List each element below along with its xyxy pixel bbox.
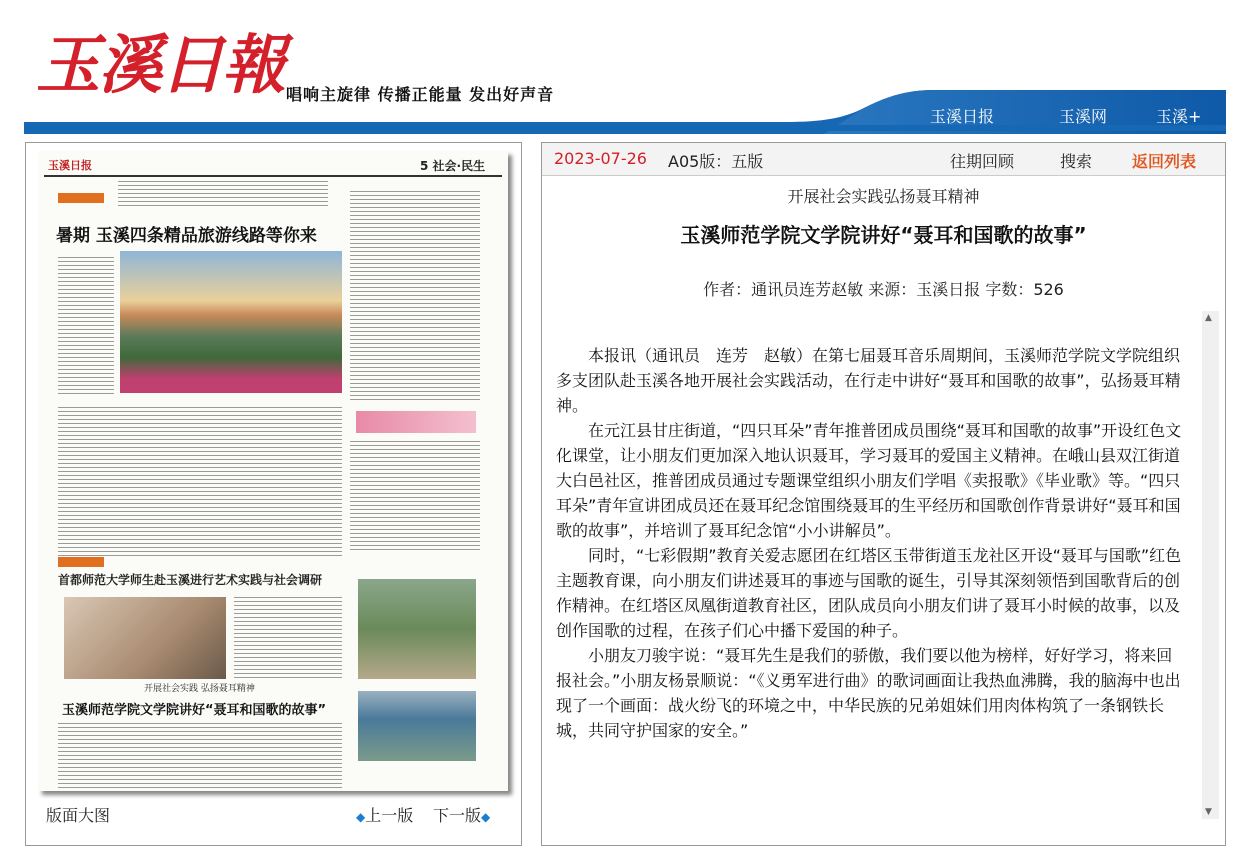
- site-header: [0, 0, 1252, 140]
- paper-photo-ebikes: [358, 691, 476, 761]
- site-slogan: 唱响主旋律 传播正能量 发出好声音: [286, 85, 555, 104]
- site-logo[interactable]: 玉溪日報: [36, 28, 284, 103]
- nav-yuxi-web[interactable]: 玉溪网: [1059, 107, 1108, 126]
- article-scrollbar[interactable]: [1202, 311, 1219, 819]
- paper-photo-scenery: [120, 251, 342, 393]
- paper-headline-2[interactable]: 首都师范大学师生赴玉溪进行艺术实践与社会调研: [58, 573, 323, 587]
- article-subtitle: 开展社会实践弘扬聂耳精神: [787, 187, 980, 206]
- newspaper-page-image[interactable]: [38, 151, 508, 791]
- article-title: 玉溪师范学院文学院讲好“聂耳和国歌的故事”: [680, 223, 1087, 247]
- paper-health-banner: [356, 411, 476, 433]
- issue-date: 2023-07-26: [554, 149, 647, 168]
- paper-text-block: [350, 441, 480, 551]
- paper-text-block: [118, 181, 328, 207]
- paper-text-block: [58, 257, 114, 397]
- paper-masthead: [44, 157, 502, 177]
- scroll-down-icon[interactable]: ▼: [1205, 807, 1212, 817]
- section-tag: [58, 193, 104, 203]
- next-page-button[interactable]: 下一版◆: [433, 806, 491, 825]
- article-paragraph: 小朋友刀骏宇说：“聂耳先生是我们的骄傲，我们要以他为榜样，好好学习，将来回报社会。”小朋友杨景顺说：“《义勇军进行曲》的歌词画面让我热血沸腾，我的脑海中也出现了一个画面：战火纷飞的环境之中，中华民族的兄弟姐妹们用肉体构筑了一条钢铁长城，共同守护国家的安全。”: [556, 646, 1181, 740]
- nav-yuxi-plus[interactable]: 玉溪+: [1156, 107, 1202, 126]
- page-thumbnail-panel: [25, 142, 522, 846]
- nav-yuxi-daily[interactable]: 玉溪日报: [930, 107, 995, 126]
- paper-text-block: [234, 597, 342, 679]
- paper-text-block: [58, 723, 342, 791]
- archive-link[interactable]: 往期回顾: [950, 152, 1015, 171]
- paper-logo: 玉溪日报: [48, 159, 92, 172]
- left-arrow-icon: ◆: [356, 810, 366, 824]
- paper-section: 5 社会·民生: [420, 159, 486, 173]
- paper-photo-street: [358, 579, 476, 679]
- article-toolbar: [542, 143, 1225, 176]
- full-page-link[interactable]: 版面大图: [46, 806, 111, 825]
- back-to-list-link[interactable]: 返回列表: [1132, 152, 1197, 171]
- article-paragraph: 在元江县甘庄街道，“四只耳朵”青年推普团成员围绕“聂耳和国歌的故事”开设红色文化课堂，让小朋友们更加深入地认识聂耳，学习聂耳的爱国主义精神。在峨山县双江街道大白邑社区，推普团成员通过专题课堂组织小朋友们学唱《卖报歌》《毕业歌》等。“四只耳朵”青年宣讲团成员还在聂耳纪念馆围绕聂耳的生平经历和国歌创作背景讲好“聂耳和国歌的故事”，并培训了聂耳纪念馆“小小讲解员”。: [556, 421, 1182, 540]
- article-body: [556, 343, 1184, 783]
- paper-text-block: [58, 407, 342, 557]
- prev-page-button[interactable]: ◆上一版: [356, 806, 414, 825]
- article-panel: [541, 142, 1226, 846]
- paper-headline-3[interactable]: 玉溪师范学院文学院讲好“聂耳和国歌的故事”: [62, 703, 327, 718]
- paper-text-block: [350, 191, 480, 401]
- section-tag: [58, 557, 104, 567]
- right-arrow-icon: ◆: [481, 810, 491, 824]
- scroll-up-icon[interactable]: ▲: [1205, 313, 1212, 323]
- nav-bar-background: [24, 88, 1226, 134]
- issue-version: A05版：五版: [668, 152, 764, 171]
- paper-subheadline-3: 开展社会实践 弘扬聂耳精神: [144, 684, 255, 694]
- article-paragraph: 同时，“七彩假期”教育关爱志愿团在红塔区玉带街道玉龙社区开设“聂耳与国歌”红色主题教育课，向小朋友们讲述聂耳的事迹与国歌的诞生，引导其深刻领悟到国歌背后的创作精神。在红塔区凤凰街道教育社区，团队成员向小朋友们讲了聂耳小时候的故事，以及创作国歌的过程，在孩子们心中播下爱国的种子。: [556, 546, 1182, 640]
- paper-photo-music: [64, 597, 226, 679]
- article-meta: 作者：通讯员连芳赵敏 来源：玉溪日报 字数：526: [703, 280, 1064, 299]
- article-paragraph: 本报讯（通讯员 连芳 赵敏）在第七届聂耳音乐周期间，玉溪师范学院文学院组织多支团队赴玉溪各地开展社会实践活动，在行走中讲好“聂耳和国歌的故事”，弘扬聂耳精神。: [556, 346, 1181, 415]
- search-link[interactable]: 搜索: [1060, 152, 1093, 171]
- paper-headline[interactable]: 暑期 玉溪四条精品旅游线路等你来: [56, 226, 317, 246]
